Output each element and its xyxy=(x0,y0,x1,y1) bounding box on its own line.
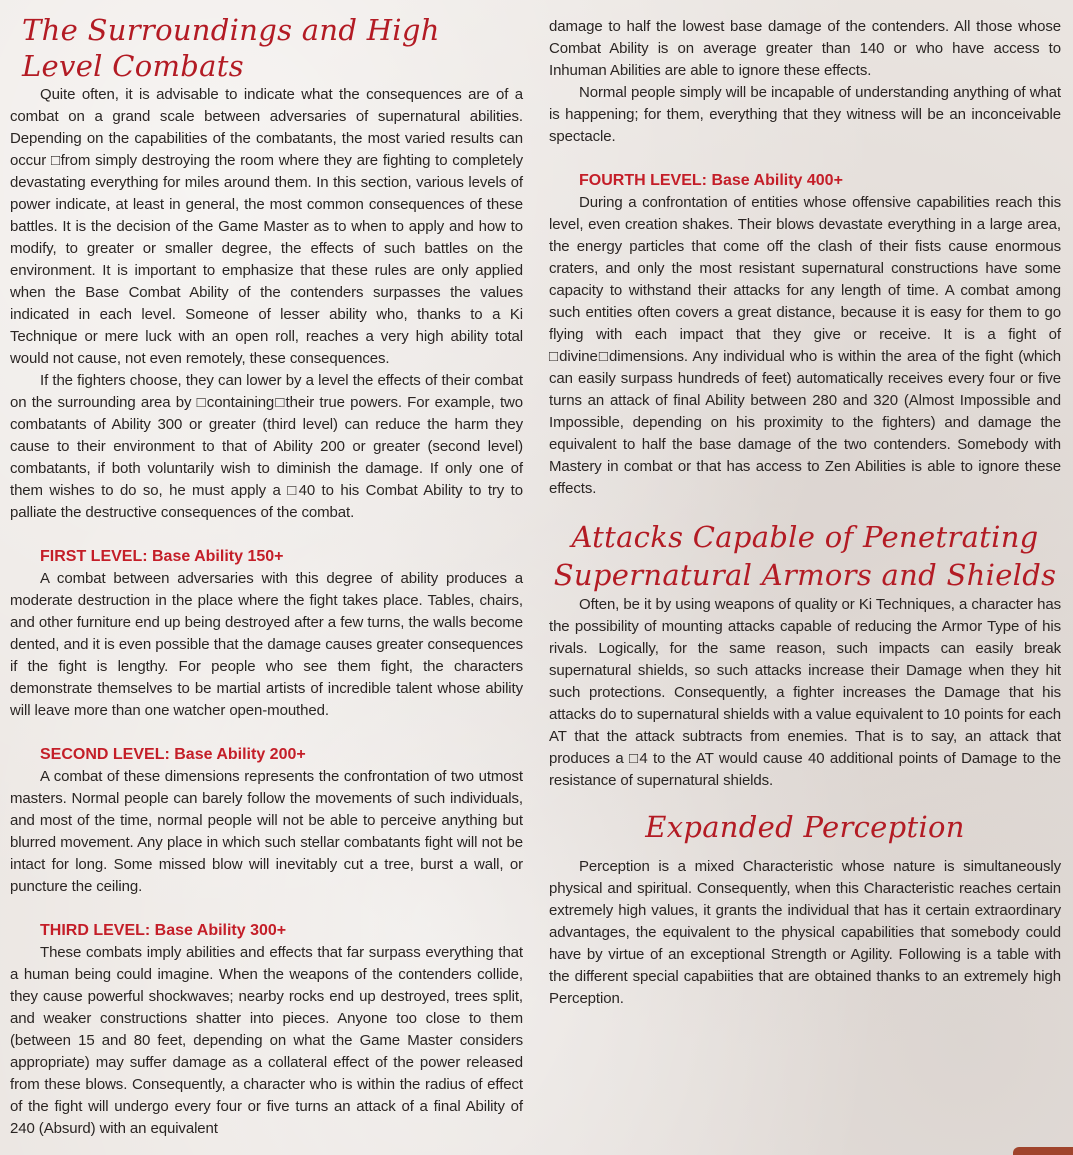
right-column xyxy=(549,0,1061,1010)
attacks-text: Often, be it by using weapons of quality or Ki Techniques, a character has the possibility of mounting attacks capable of reducing the Armor Type of his rivals. Logically, for the same reason, such impacts can easily break supernatural shields, so such attacks increase their Damage when they hit such protections. Consequently, a fighter increases the Damage that his attacks do to supernatural shields with a value equivalent to 10 points for each AT that the attack subtracts from enemies. That is to say, an attack that produces a □4 to the AT would cause 40 additional points of Damage to the resistance of supernatural shields. xyxy=(549,596,1061,789)
third-level-continued-2: Normal people simply will be incapable of understanding anything of what is happening; for them, everything that they witness will be an inconceivable spectacle. xyxy=(549,84,1061,145)
fourth-level-text: During a confrontation of entities whose offensive capabilities reach this level, even creation shakes. Their blows devastate everything in a large area, the energy particles that come off the clash of their fists cause enormous craters, and only the most resistant supernatural constructions have some capacity to withstand their attacks for any length of time. A combat among such entities often covers a great distance, because it is easy for them to go flying with each impact that they give or receive. It is a fight of □divine□dimensions. Any individual who is within the area of the fight (which can easily surpass hundreds of feet) automatically receives every four or five turns an attack of final Ability between 280 and 320 (Almost Impossible and Impossible, depending on his proximity to the fighters) and damage the equivalent to half the base damage of the two contenders. Somebody with Mastery in combat or that has access to Zen Abilities is able to ignore these effects. xyxy=(549,194,1061,497)
first-level-heading: FIRST LEVEL: Base Ability 150+ xyxy=(40,548,284,565)
perception-text: Perception is a mixed Characteristic whose nature is simultaneously physical and spiritual. Consequently, when this Characteristic reaches certain extremely high values, it grants the individual that has it certain extraordinary advantages, the equivalent to the physical capabilities that somebody could have by virtue of an exceptional Strength or Agility. Following is a table with the different special capabiities that are obtained thanks to an extremely high Perception. xyxy=(549,858,1061,1007)
page-title: The Surroundings and High Level Combats xyxy=(22,13,440,83)
third-level-text: These combats imply abilities and effects that far surpass everything that a human being could imagine. When the weapons of the contenders collide, they cause powerful shockwaves; nearby rocks end up destroyed, trees split, and weaker constructions shatter into pieces. Anyone too close to them (between 15 and 80 feet, depending on what the Game Master considers appropriate) may suffer damage as a collateral effect of the power released from these blows. Consequently, a character who is within the radius of effect of the fight will undergo every four or five turns an attack of a final Ability of 240 (Absurd) with an equivalent xyxy=(10,944,523,1137)
fourth-level-heading: FOURTH LEVEL: Base Ability 400+ xyxy=(579,172,843,189)
intro-paragraph-1: Quite often, it is advisable to indicate what the consequences are of a combat on a grand scale between adversaries of supernatural abilities. Depending on the capabilities of the combatants, the most varied results can occur □from simply destroying the room where they are fighting to completely devastating everything for miles around them. In this section, various levels of power indicate, at least in general, the most common consequences of these battles. It is the decision of the Game Master as to when to apply and how to modify, to greater or smaller degree, the effects of such battles on the environment. It is important to emphasize that these rules are only applied when the Base Combat Ability of the contenders surpasses the values indicated in each level. Someone of lesser ability who, thanks to a Ki Technique or mere luck with an open roll, reaches a very high ability total would not cause, not even remotely, these consequences. xyxy=(10,86,523,367)
first-level-text: A combat between adversaries with this degree of ability produces a moderate destruction in the place where the fight takes place. Tables, chairs, and other furniture end up being destroyed after a few turns, the walls become dented, and it is even possible that the damage causes greater consequences if the fight is lengthy. For people who see them fight, the characters demonstrate themselves to be martial artists of incredible talent whose ability will leave more than one watcher open-mouthed. xyxy=(10,570,523,719)
perception-section-title: Expanded Perception xyxy=(645,810,965,844)
intro-paragraph-2: If the fighters choose, they can lower by a level the effects of their combat on the surrounding area by □containing□their true powers. For example, two combatants of Ability 300 or greater (third level) can reduce the harm they cause to their environment to that of Ability 200 or greater (second level) combatants, if both voluntarily wish to diminish the damage. If only one of them wishes to do so, he must apply a □40 to his Combat Ability to try to palliate the destructive consequences of the combat. xyxy=(10,372,523,521)
attacks-section-title-1: Attacks Capable of Penetrating xyxy=(571,520,1039,554)
attacks-section-title-2: Supernatural Armors and Shields xyxy=(553,558,1057,592)
left-column xyxy=(10,0,523,1140)
third-level-heading: THIRD LEVEL: Base Ability 300+ xyxy=(40,922,287,939)
third-level-continued: damage to half the lowest base damage of the contenders. All those whose Combat Ability is on average greater than 140 or who have access to Inhuman Abilities are able to ignore these effects. xyxy=(549,18,1061,79)
page-corner-decoration xyxy=(1013,1147,1073,1155)
second-level-text: A combat of these dimensions represents the confrontation of two utmost masters. Normal people can barely follow the movements of such individuals, and most of the time, normal people will not be able to perceive anything but blurred movement. Any place in which such stellar combatants fight will not be intact for long. Some missed blow will inevitably cut a tree, burst a wall, or puncture the ceiling. xyxy=(10,768,523,895)
second-level-heading: SECOND LEVEL: Base Ability 200+ xyxy=(40,746,306,763)
